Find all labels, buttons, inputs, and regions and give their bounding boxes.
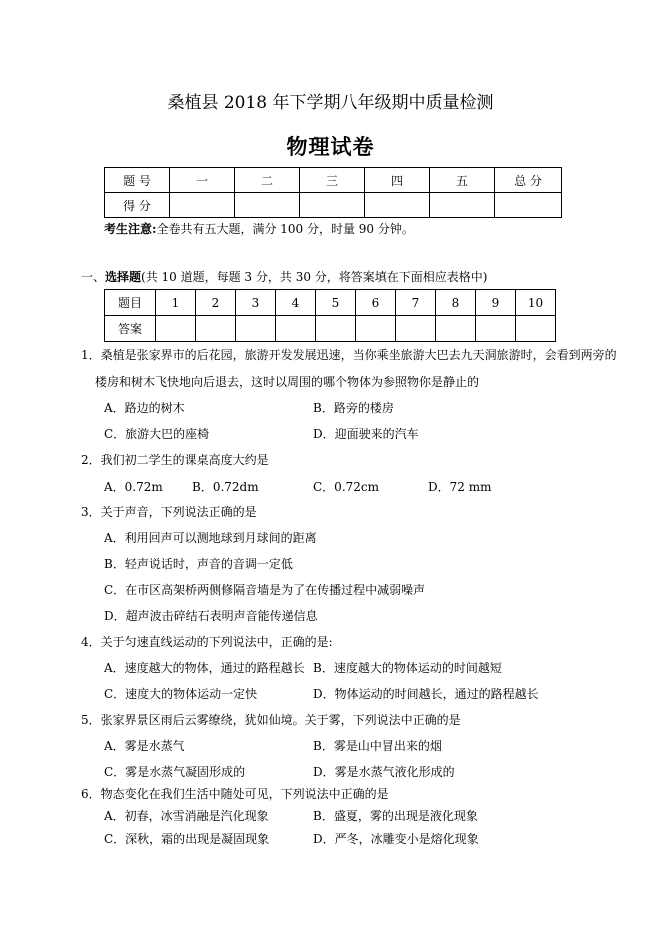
answer-number: 4: [276, 290, 316, 316]
q4-option-c: C．速度大的物体运动一定快: [104, 687, 258, 701]
q3-option-d: D．超声波击碎结石表明声音能传递信息: [104, 609, 318, 623]
score-header-2: 二: [235, 168, 300, 193]
section-title: 选择题: [105, 270, 142, 284]
q2-option-b: B．0.72dm: [192, 480, 259, 494]
q1-stem-line1: 1．桑植是张家界市的后花园，旅游开发发展迅速，当你乘坐旅游大巴去九天洞旅游时，会看到两旁的: [81, 348, 617, 362]
score-header-3: 三: [300, 168, 365, 193]
q1-option-c: C．旅游大巴的座椅: [104, 427, 210, 441]
score-cell-3: [300, 193, 365, 218]
q6-stem: 6．物态变化在我们生活中随处可见，下列说法中正确的是: [81, 787, 389, 801]
answer-number: 5: [316, 290, 356, 316]
answer-cell: [516, 316, 556, 342]
score-row-label: 得 分: [105, 193, 170, 218]
answer-cell: [196, 316, 236, 342]
score-header-total: 总 分: [495, 168, 562, 193]
q6-option-c: C．深秋，霜的出现是凝固现象: [104, 832, 270, 846]
q5-stem: 5．张家界景区雨后云雾缭绕，犹如仙境。关于雾，下列说法中正确的是: [81, 713, 461, 727]
q5-option-b: B．雾是山中冒出来的烟: [313, 739, 442, 753]
q2-option-d: D．72 mm: [428, 480, 492, 494]
q4-option-a: A．速度越大的物体，通过的路程越长: [104, 661, 305, 675]
answer-number: 6: [356, 290, 396, 316]
score-cell-5: [430, 193, 495, 218]
answer-cell: [156, 316, 196, 342]
score-table: [104, 167, 562, 218]
score-header-1: 一: [170, 168, 235, 193]
q6-option-d: D．严冬，冰雕变小是熔化现象: [313, 832, 479, 846]
exam-notice: [104, 220, 414, 237]
notice-label: 考生注意:: [104, 222, 157, 236]
subject-title: 物理试卷: [286, 134, 375, 159]
answer-table-answer-row: [105, 316, 556, 342]
q4-stem: 4．关于匀速直线运动的下列说法中，正确的是:: [81, 635, 333, 649]
q4-option-d: D．物体运动的时间越长，通过的路程越长: [313, 687, 539, 701]
score-cell-4: [365, 193, 430, 218]
q5-option-d: D．雾是水蒸气液化形成的: [313, 765, 455, 779]
q6-option-b: B．盛夏，雾的出现是液化现象: [313, 809, 478, 823]
q5-option-a: A．雾是水蒸气: [104, 739, 185, 753]
score-header-label: 题 号: [105, 168, 170, 193]
answer-row-label: 答案: [105, 316, 156, 342]
score-table-score-row: [105, 193, 562, 218]
q3-option-c: C．在市区高架桥两侧修隔音墙是为了在传播过程中减弱噪声: [104, 583, 426, 597]
exam-title: 桑植县 2018 年下学期八年级期中质量检测: [167, 93, 494, 113]
answer-number: 7: [396, 290, 436, 316]
answer-number: 9: [476, 290, 516, 316]
q1-option-a: A．路边的树木: [104, 401, 185, 415]
q2-option-a: A．0.72m: [104, 480, 163, 494]
answer-header-label: 题目: [105, 290, 156, 316]
q2-stem: 2．我们初二学生的课桌高度大约是: [81, 453, 269, 467]
answer-number: 10: [516, 290, 556, 316]
section-number: 一、: [81, 270, 106, 284]
section-heading: [81, 268, 487, 285]
answer-number: 8: [436, 290, 476, 316]
q3-option-b: B．轻声说话时，声音的音调一定低: [104, 557, 293, 571]
score-table-header-row: [105, 168, 562, 193]
answer-cell: [276, 316, 316, 342]
answer-cell: [236, 316, 276, 342]
answer-cell: [316, 316, 356, 342]
q5-option-c: C．雾是水蒸气凝固形成的: [104, 765, 246, 779]
q6-option-a: A．初春，冰雪消融是汽化现象: [104, 809, 269, 823]
q4-option-b: B．速度越大的物体运动的时间越短: [313, 661, 502, 675]
q1-stem-line2: 楼房和树木飞快地向后退去，这时以周围的哪个物体为参照物你是静止的: [95, 375, 480, 389]
score-cell-total: [495, 193, 562, 218]
answer-cell: [356, 316, 396, 342]
answer-cell: [396, 316, 436, 342]
answer-table: [104, 289, 556, 342]
q2-option-c: C．0.72cm: [313, 480, 380, 494]
score-cell-1: [170, 193, 235, 218]
q1-option-b: B．路旁的楼房: [313, 401, 394, 415]
q3-option-a: A．利用回声可以测地球到月球间的距离: [104, 531, 317, 545]
answer-number: 2: [196, 290, 236, 316]
section-desc: (共 10 道题，每题 3 分，共 30 分，将答案填在下面相应表格中): [141, 270, 488, 284]
q1-option-d: D．迎面驶来的汽车: [313, 427, 419, 441]
answer-number: 1: [156, 290, 196, 316]
answer-cell: [436, 316, 476, 342]
score-header-4: 四: [365, 168, 430, 193]
score-cell-2: [235, 193, 300, 218]
notice-text: 全卷共有五大题，满分 100 分，时量 90 分钟。: [156, 222, 414, 236]
answer-cell: [476, 316, 516, 342]
q3-stem: 3．关于声音，下列说法正确的是: [81, 505, 257, 519]
answer-table-number-row: [105, 290, 556, 316]
score-header-5: 五: [430, 168, 495, 193]
answer-number: 3: [236, 290, 276, 316]
